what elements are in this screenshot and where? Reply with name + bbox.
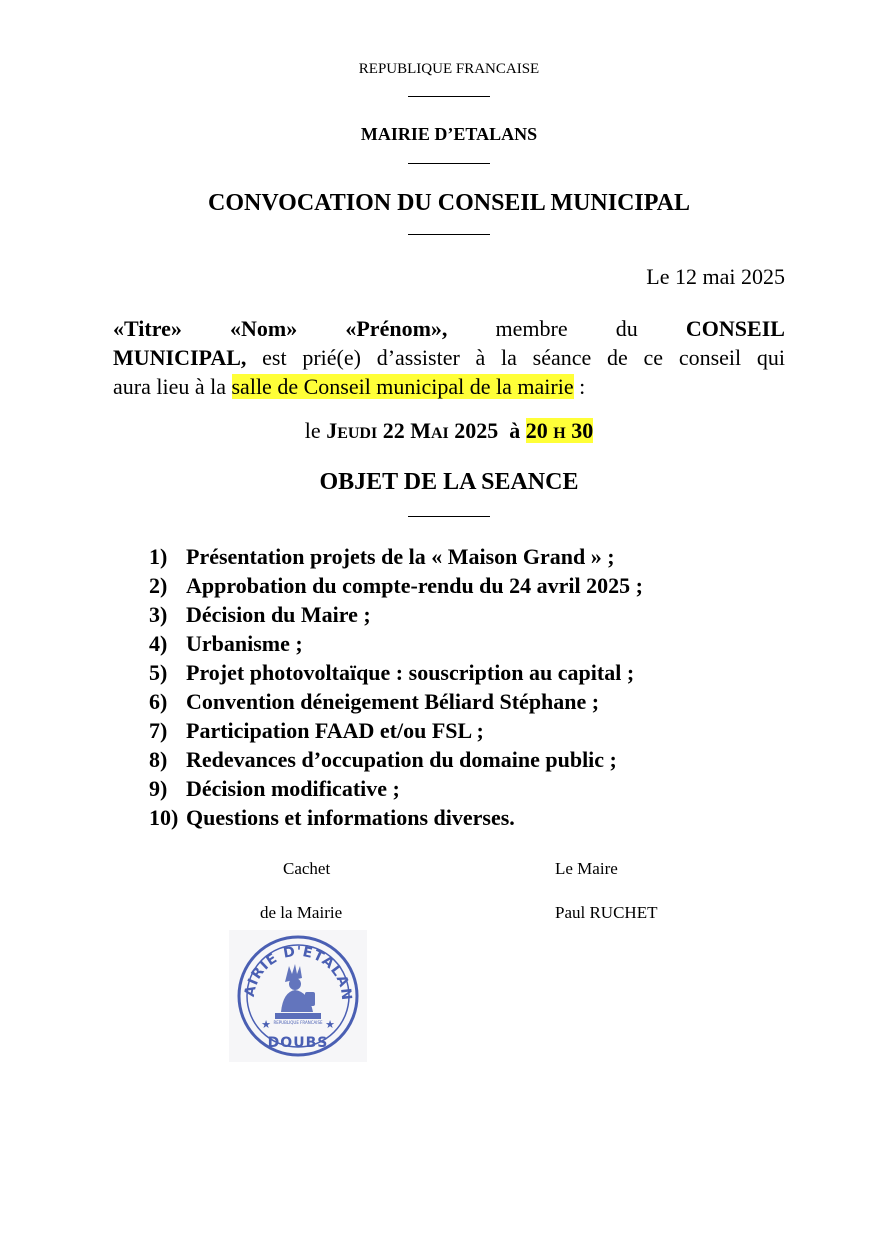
placeholder-prenom: «Prénom»,	[345, 316, 448, 341]
meeting-location: salle de Conseil municipal de la mairie	[231, 374, 574, 399]
divider	[408, 163, 490, 164]
meeting-month: MAI	[410, 418, 449, 443]
agenda-item: 7) Participation FAAD et/ou FSL ;	[149, 718, 484, 743]
agenda-item: 5) Projet photovoltaïque : souscription au capital ;	[149, 660, 635, 685]
body-line-2	[113, 345, 785, 371]
body-line-3	[113, 374, 585, 400]
agenda-item: 1) Présentation projets de la « Maison Grand » ;	[149, 544, 615, 569]
republic-label: REPUBLIQUE FRANCAISE	[358, 61, 540, 77]
word-conseil: CONSEIL	[685, 316, 785, 341]
meeting-le: le	[304, 418, 321, 443]
meeting-at: à	[509, 418, 521, 443]
word-du: du	[615, 316, 638, 341]
svg-text:MAIRIE D'ETALANS: AIRIE D'ETALAN	[241, 943, 355, 1002]
agenda-item: 8) Redevances d’occupation du domaine public ;	[149, 747, 617, 772]
svg-text:REPUBLIQUE FRANCAISE: REPUBLIQUE FRANCAISE	[273, 1020, 323, 1025]
meeting-time: 20 H 30	[525, 418, 594, 443]
agenda-item: 4) Urbanisme ;	[149, 631, 303, 656]
body-line-1	[113, 316, 785, 342]
maire-name: Paul RUCHET	[555, 903, 658, 922]
placeholder-titre: «Titre»	[113, 316, 182, 341]
maire-title: Le Maire	[555, 859, 618, 878]
agenda-heading: OBJET DE LA SEANCE	[319, 469, 579, 495]
placeholder-nom: «Nom»	[230, 316, 298, 341]
cachet-label-line2: de la Mairie	[260, 903, 343, 922]
agenda-item: 2) Approbation du compte-rendu du 24 avril 2025 ;	[149, 573, 643, 598]
agenda-item: 10) Questions et informations diverses.	[149, 805, 515, 830]
svg-text:DOUBS: DOUBS	[267, 1035, 329, 1051]
document-date: Le 12 mai 2025	[646, 264, 785, 289]
body-line-3-prefix: aura lieu à la	[113, 374, 232, 399]
meeting-year: 2025	[454, 418, 499, 443]
svg-text:★: ★	[325, 1018, 335, 1031]
agenda-item: 6) Convention déneigement Béliard Stéphane ;	[149, 689, 600, 714]
divider	[408, 96, 490, 97]
meeting-day: JEUDI	[326, 418, 378, 443]
agenda-item: 3) Décision du Maire ;	[149, 602, 371, 627]
body-line-3-suffix: :	[573, 374, 586, 399]
divider	[408, 234, 490, 235]
divider	[408, 516, 490, 517]
agenda-item: 9) Décision modificative ;	[149, 776, 400, 801]
agenda-list	[149, 542, 849, 832]
svg-text:★: ★	[261, 1018, 271, 1031]
word-membre: membre	[495, 316, 568, 341]
mairie-label: MAIRIE D’ETALANS	[360, 124, 538, 144]
word-municipal: MUNICIPAL,	[113, 345, 247, 370]
document-title: CONVOCATION DU CONSEIL MUNICIPAL	[207, 190, 690, 216]
body-line-2-text: est prié(e) d’assister à la séance de ce conseil qui	[246, 345, 785, 370]
stamp-seal-icon	[229, 930, 367, 1062]
cachet-label: Cachet	[283, 859, 331, 878]
meeting-day-number: 22	[382, 418, 405, 443]
official-stamp	[229, 930, 367, 1062]
meeting-datetime	[0, 418, 874, 444]
